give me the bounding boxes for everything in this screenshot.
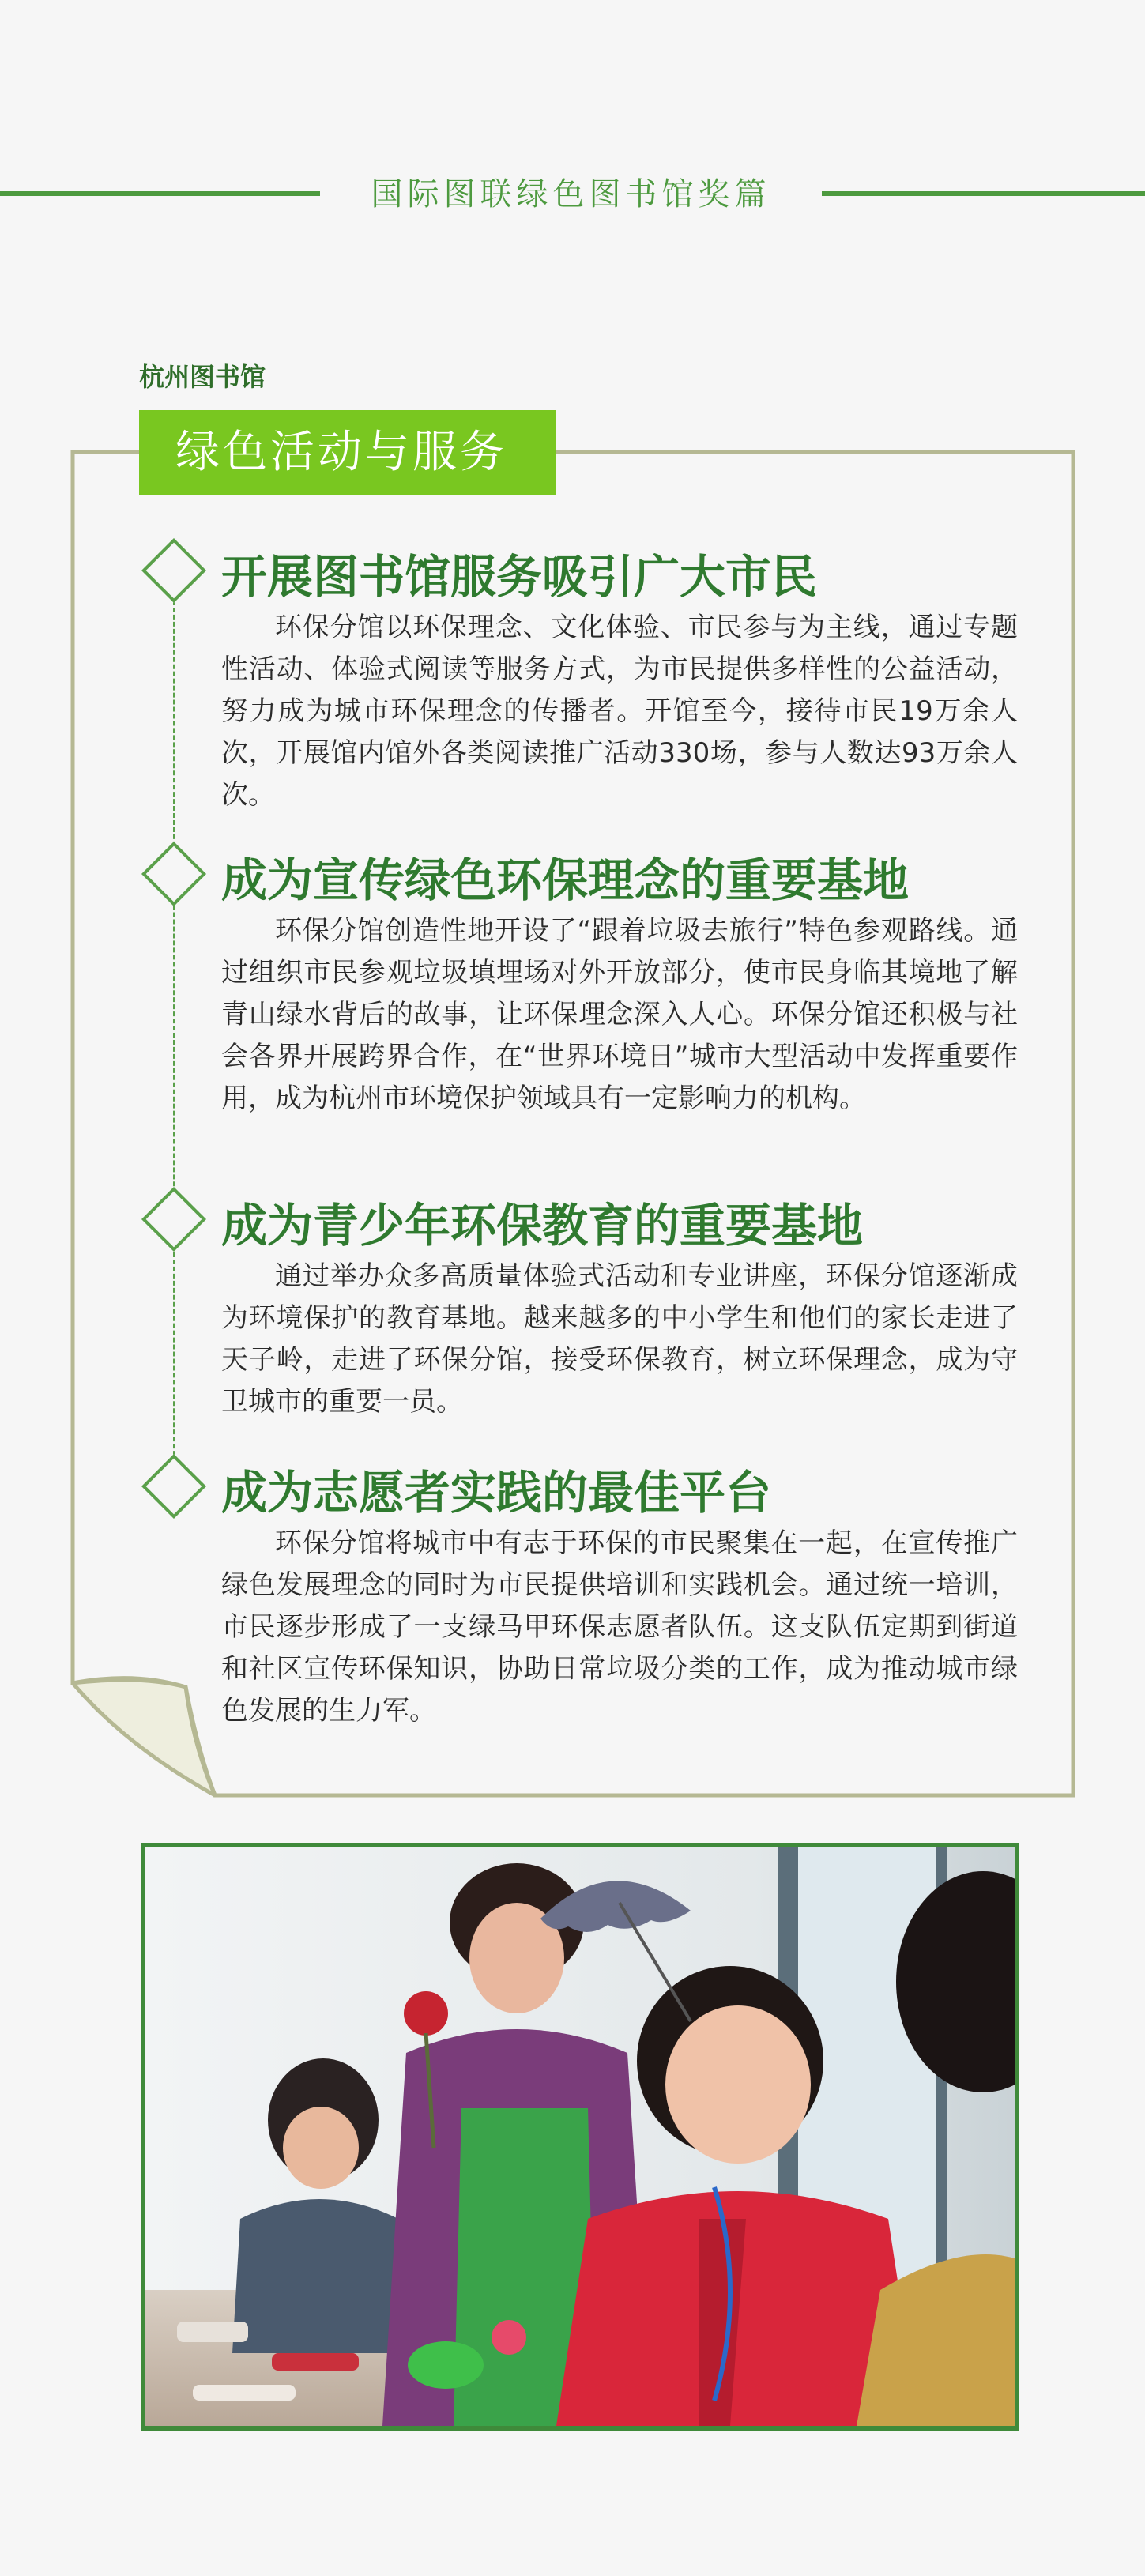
item-body: 通过举办众多高质量体验式活动和专业讲座，环保分馆逐渐成为环境保护的教育基地。越来越多的中小学生和他们的家长走进了天子岭，走进了环保分馆，接受环保教育，树立环保理念，成为守卫城市的重要一员。 [221, 1260, 1018, 1418]
item-title: 开展图书馆服务吸引广大市民 [221, 550, 818, 604]
item-title: 成为志愿者实践的最佳平台 [221, 1466, 772, 1520]
activity-photo-illustration [145, 1847, 1015, 2426]
item-body: 环保分馆创造性地开设了“跟着垃圾去旅行”特色参观路线。通过组织市民参观垃圾填埋场对外开放部分，使市民身临其境地了解青山绿水背后的故事，让环保理念深入人心。环保分馆还积极与社会各界开展跨界合作，在“世界环境日”城市大型活动中发挥重要作用，成为杭州市环境保护领域具有一定影响力的机构。 [221, 915, 1018, 1114]
activity-photo [141, 1843, 1019, 2431]
section-tag: 绿色活动与服务 [139, 410, 556, 495]
item-body: 环保分馆将城市中有志于环保的市民聚集在一起，在宣传推广绿色发展理念的同时为市民提供培训和实践机会。通过统一培训，市民逐步形成了一支绿马甲环保志愿者队伍。这支队伍定期到街道和社区宣传环保知识，协助日常垃圾分类的工作，成为推动城市绿色发展的生力军。 [221, 1527, 1018, 1727]
library-name: 杭州图书馆 [139, 362, 266, 392]
timeline-line [173, 601, 175, 1470]
item-title: 成为宣传绿色环保理念的重要基地 [221, 853, 910, 907]
header-title: 国际图联绿色图书馆奖篇 [371, 176, 771, 213]
item-body: 环保分馆以环保理念、文化体验、市民参与为主线，通过专题性活动、体验式阅读等服务方式，为市民提供多样性的公益活动，努力成为城市环保理念的传播者。开馆至今，接待市民19万余人次，开展馆内馆外各类阅读推广活动330场，参与人数达93万余人次。 [221, 612, 1018, 811]
item-title: 成为青少年环保教育的重要基地 [221, 1199, 864, 1252]
